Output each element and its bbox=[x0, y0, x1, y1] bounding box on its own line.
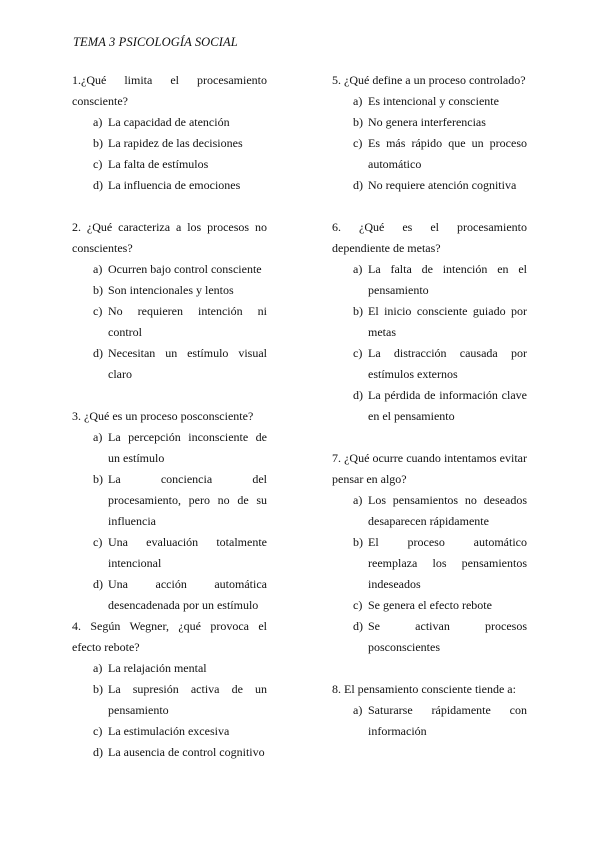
option-letter: d) bbox=[353, 388, 363, 402]
option-b bbox=[72, 133, 267, 154]
option-text: La capacidad de atención bbox=[108, 115, 230, 129]
question-6 bbox=[332, 217, 527, 427]
option-c bbox=[72, 301, 267, 343]
question-5 bbox=[332, 70, 527, 196]
option-text: Ocurren bajo control consciente bbox=[108, 262, 262, 276]
option-b bbox=[72, 280, 267, 301]
option-b bbox=[332, 532, 527, 595]
option-a bbox=[332, 700, 527, 742]
option-letter: b) bbox=[93, 136, 103, 150]
option-a bbox=[72, 427, 267, 469]
option-d bbox=[72, 742, 267, 763]
option-text: Necesitan un estímulo visual claro bbox=[108, 346, 267, 381]
options-list bbox=[72, 259, 267, 385]
right-column bbox=[332, 70, 527, 742]
option-d bbox=[332, 616, 527, 658]
option-text: La distracción causada por estímulos externos bbox=[368, 346, 527, 381]
option-text: Se activan procesos posconscientes bbox=[368, 619, 527, 654]
option-letter: c) bbox=[353, 136, 363, 150]
option-letter: c) bbox=[353, 346, 363, 360]
option-letter: d) bbox=[93, 178, 103, 192]
option-letter: c) bbox=[93, 724, 103, 738]
option-text: La relajación mental bbox=[108, 661, 207, 675]
option-letter: b) bbox=[93, 472, 103, 486]
option-d bbox=[332, 385, 527, 427]
question-text: 8. El pensamiento consciente tiende a: bbox=[332, 682, 516, 696]
option-letter: a) bbox=[353, 493, 363, 507]
option-b bbox=[332, 301, 527, 343]
option-text: La falta de estímulos bbox=[108, 157, 209, 171]
option-text: No genera interferencias bbox=[368, 115, 486, 129]
option-text: La supresión activa de un pensamiento bbox=[108, 682, 267, 717]
option-letter: a) bbox=[93, 115, 103, 129]
question-text: 7. ¿Qué ocurre cuando intentamos evitar pensar en algo? bbox=[332, 451, 527, 486]
question-4 bbox=[72, 616, 267, 763]
option-d bbox=[72, 175, 267, 196]
option-letter: b) bbox=[353, 115, 363, 129]
options-list bbox=[332, 259, 527, 427]
left-column bbox=[72, 70, 267, 784]
option-letter: d) bbox=[93, 745, 103, 759]
option-d bbox=[72, 574, 267, 616]
option-letter: b) bbox=[353, 535, 363, 549]
option-text: La falta de intención en el pensamiento bbox=[368, 262, 527, 297]
option-letter: c) bbox=[353, 598, 363, 612]
option-text: Una acción automática desencadenada por un estímulo bbox=[108, 577, 267, 612]
option-text: La rapidez de las decisiones bbox=[108, 136, 243, 150]
option-text: Se genera el efecto rebote bbox=[368, 598, 492, 612]
option-letter: d) bbox=[93, 346, 103, 360]
option-letter: d) bbox=[93, 577, 103, 591]
option-a bbox=[72, 658, 267, 679]
option-letter: b) bbox=[93, 682, 103, 696]
option-d bbox=[72, 343, 267, 385]
option-letter: c) bbox=[93, 304, 103, 318]
option-letter: a) bbox=[93, 430, 103, 444]
question-text: 1.¿Qué limita el procesamiento consciente? bbox=[72, 73, 267, 108]
question-text: 3. ¿Qué es un proceso posconsciente? bbox=[72, 409, 254, 423]
option-a bbox=[332, 490, 527, 532]
option-text: Los pensamientos no deseados desaparecen rápidamente bbox=[368, 493, 527, 528]
option-letter: a) bbox=[353, 262, 363, 276]
option-text: No requiere atención cognitiva bbox=[368, 178, 517, 192]
option-text: Una evaluación totalmente intencional bbox=[108, 535, 267, 570]
question-text: 4. Según Wegner, ¿qué provoca el efecto rebote? bbox=[72, 619, 267, 654]
option-text: La estimulación excesiva bbox=[108, 724, 230, 738]
option-text: El inicio consciente guiado por metas bbox=[368, 304, 527, 339]
option-text: La influencia de emociones bbox=[108, 178, 241, 192]
options-list bbox=[72, 427, 267, 616]
option-c bbox=[332, 595, 527, 616]
option-letter: a) bbox=[353, 94, 363, 108]
option-c bbox=[332, 133, 527, 175]
option-text: La pérdida de información clave en el pensamiento bbox=[368, 388, 527, 423]
option-b bbox=[72, 469, 267, 532]
options-list bbox=[72, 112, 267, 196]
option-c bbox=[72, 154, 267, 175]
option-c bbox=[72, 532, 267, 574]
question-7 bbox=[332, 448, 527, 658]
options-list bbox=[332, 490, 527, 658]
option-letter: b) bbox=[93, 283, 103, 297]
option-text: Es intencional y consciente bbox=[368, 94, 499, 108]
options-list bbox=[72, 658, 267, 763]
option-text: Saturarse rápidamente con información bbox=[368, 703, 527, 738]
option-text: La ausencia de control cognitivo bbox=[108, 745, 265, 759]
option-text: La conciencia del procesamiento, pero no de su influencia bbox=[108, 472, 267, 528]
options-list bbox=[332, 700, 527, 742]
option-letter: c) bbox=[93, 157, 103, 171]
question-text: 6. ¿Qué es el procesamiento dependiente de metas? bbox=[332, 220, 527, 255]
option-a bbox=[332, 91, 527, 112]
option-a bbox=[72, 112, 267, 133]
question-8 bbox=[332, 679, 527, 742]
option-letter: a) bbox=[353, 703, 363, 717]
option-a bbox=[332, 259, 527, 301]
option-text: La percepción inconsciente de un estímulo bbox=[108, 430, 267, 465]
option-letter: a) bbox=[93, 661, 103, 675]
question-3 bbox=[72, 406, 267, 616]
option-text: No requieren intención ni control bbox=[108, 304, 267, 339]
document-title: TEMA 3 PSICOLOGÍA SOCIAL bbox=[73, 35, 238, 49]
option-letter: a) bbox=[93, 262, 103, 276]
question-text: 5. ¿Qué define a un proceso controlado? bbox=[332, 73, 526, 87]
option-c bbox=[332, 343, 527, 385]
option-letter: d) bbox=[353, 619, 363, 633]
option-text: Es más rápido que un proceso automático bbox=[368, 136, 527, 171]
question-text: 2. ¿Qué caracteriza a los procesos no conscientes? bbox=[72, 220, 267, 255]
options-list bbox=[332, 91, 527, 196]
option-letter: c) bbox=[93, 535, 103, 549]
option-text: Son intencionales y lentos bbox=[108, 283, 234, 297]
option-c bbox=[72, 721, 267, 742]
option-letter: d) bbox=[353, 178, 363, 192]
option-letter: b) bbox=[353, 304, 363, 318]
question-1 bbox=[72, 70, 267, 196]
option-b bbox=[72, 679, 267, 721]
option-b bbox=[332, 112, 527, 133]
question-2 bbox=[72, 217, 267, 385]
option-text: El proceso automático reemplaza los pensamientos indeseados bbox=[368, 535, 527, 591]
option-d bbox=[332, 175, 527, 196]
option-a bbox=[72, 259, 267, 280]
